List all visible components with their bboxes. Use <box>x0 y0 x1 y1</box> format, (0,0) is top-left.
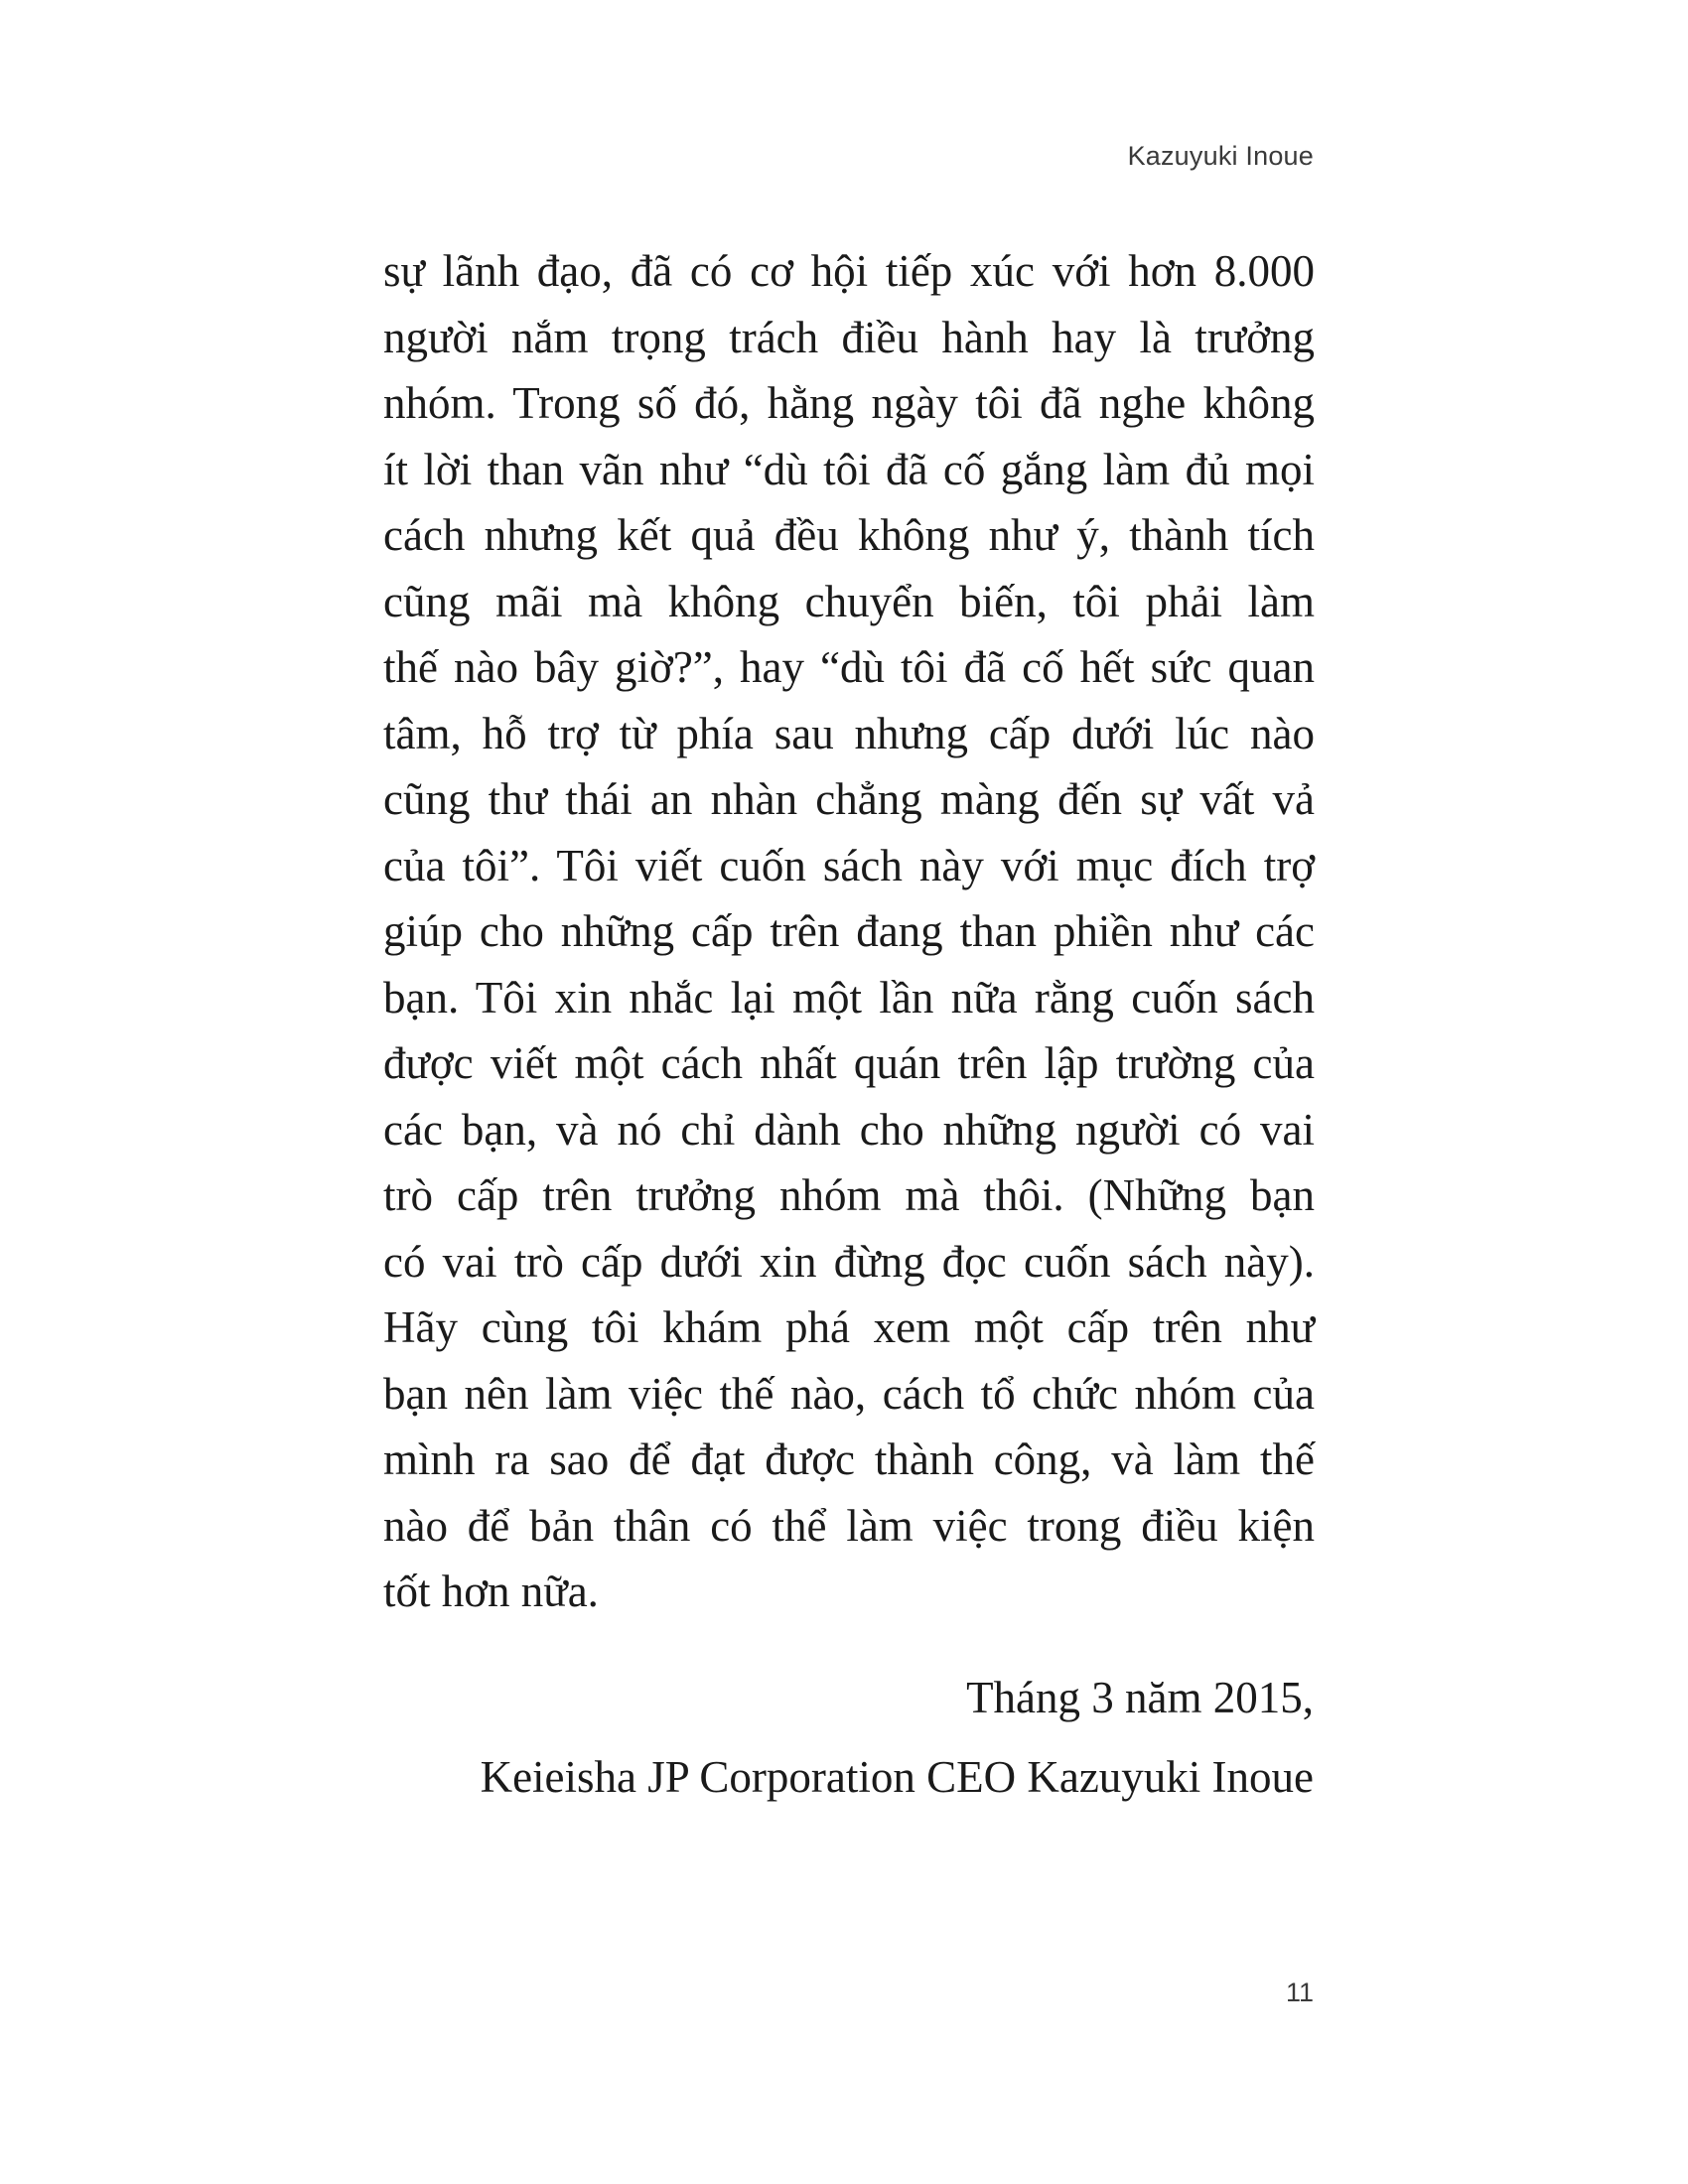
signature-date: Tháng 3 năm 2015, <box>966 1673 1314 1722</box>
running-header-author: Kazuyuki Inoue <box>1127 141 1314 171</box>
text-line: nhóm. Trong số đó, hằng ngày tôi đã nghe không <box>383 378 1315 428</box>
text-line: trò cấp trên trưởng nhóm mà thôi. (Những bạn <box>383 1170 1315 1220</box>
text-line: giúp cho những cấp trên đang than phiền như các <box>383 906 1315 956</box>
text-line: tâm, hỗ trợ từ phía sau nhưng cấp dưới lúc nào <box>383 708 1315 758</box>
text-line: người nắm trọng trách điều hành hay là trưởng <box>383 312 1315 362</box>
text-line: được viết một cách nhất quán trên lập trường của <box>383 1038 1315 1088</box>
text-line: ít lời than vãn như “dù tôi đã cố gắng làm đủ mọi <box>383 444 1315 494</box>
text-line: sự lãnh đạo, đã có cơ hội tiếp xúc với hơn 8.000 <box>383 246 1315 296</box>
text-line: mình ra sao để đạt được thành công, và làm thế <box>383 1434 1315 1484</box>
signature-name: Keieisha JP Corporation CEO Kazuyuki Inoue <box>480 1752 1314 1802</box>
text-line: cách nhưng kết quả đều không như ý, thành tích <box>383 510 1315 560</box>
text-line: thế nào bây giờ?”, hay “dù tôi đã cố hết sức quan <box>383 642 1315 692</box>
text-line: cũng mãi mà không chuyển biến, tôi phải làm <box>383 576 1315 626</box>
text-line: của tôi”. Tôi viết cuốn sách này với mục đích trợ <box>383 840 1315 890</box>
page-number: 11 <box>1285 1978 1314 2007</box>
signature-block <box>481 1658 1314 1817</box>
text-line: bạn nên làm việc thế nào, cách tổ chức nhóm của <box>383 1368 1315 1419</box>
text-line: cũng thư thái an nhàn chẳng màng đến sự vất vả <box>383 774 1315 824</box>
text-line: bạn. Tôi xin nhắc lại một lần nữa rằng cuốn sách <box>383 972 1315 1023</box>
text-line: các bạn, và nó chỉ dành cho những người có vai <box>383 1104 1315 1155</box>
text-line: nào để bản thân có thể làm việc trong điều kiện <box>383 1500 1315 1551</box>
text-line: Hãy cùng tôi khám phá xem một cấp trên như <box>383 1302 1315 1352</box>
text-line: tốt hơn nữa. <box>383 1567 599 1616</box>
text-line: có vai trò cấp dưới xin đừng đọc cuốn sách này). <box>383 1236 1315 1287</box>
body-paragraph <box>383 238 1315 1625</box>
